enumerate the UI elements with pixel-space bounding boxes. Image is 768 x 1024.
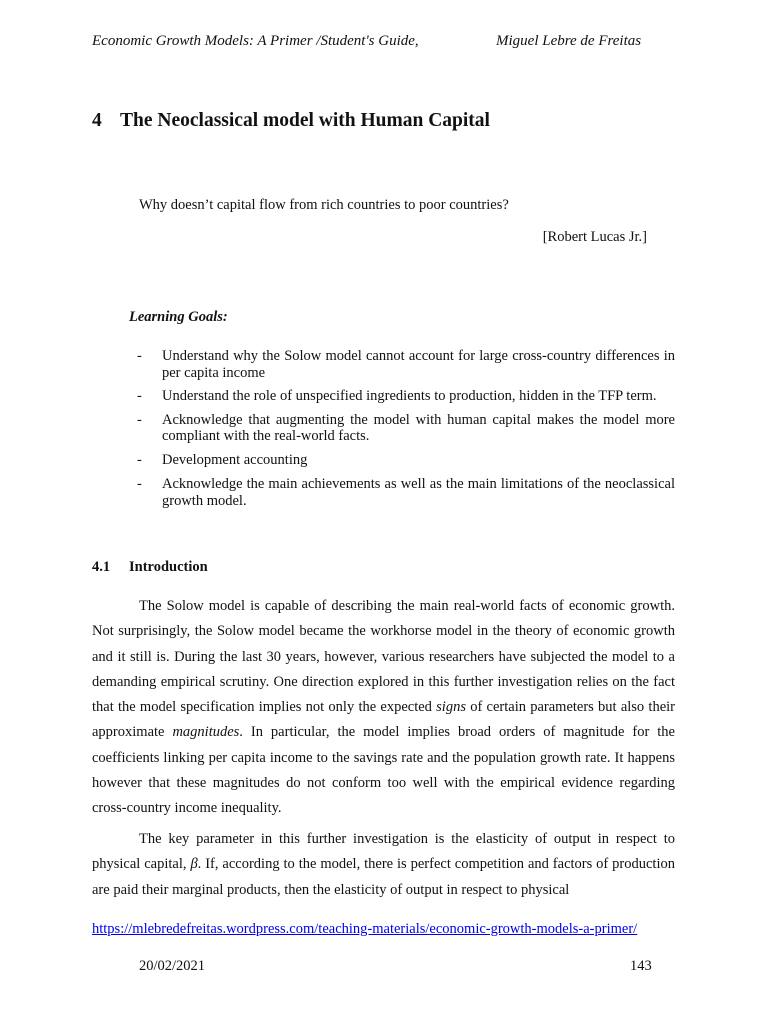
- body-paragraph-1: The Solow model is capable of describing the main real-world facts of economic growth. Not surprisingly, the Solow model became the workhorse model in the theory of economic growth and it still is. During the last 30 years, however, various researchers have subjected the model to a demanding empirical scrutiny. One direction explored in this further investigation relies on the fact that the model specification implies not only the expected signs of certain parameters but also their approximate magnitudes. In particular, the model implies broad orders of magnitude for the coefficients linking per capita income to the savings rate and the population growth rate. It happens however that these magnitudes do not conform too well with the empirical evidence regarding cross-country income inequality.: [92, 598, 675, 817]
- learning-goals-list: [137, 348, 675, 509]
- list-item: - Understand why the Solow model cannot account for large cross-country differences in per capita income: [137, 348, 675, 381]
- section-number: 4.1: [92, 559, 111, 575]
- epigraph-quote: Why doesn’t capital flow from rich countries to poor countries?: [139, 197, 509, 213]
- chapter-number: 4: [92, 110, 102, 131]
- running-header-author: Miguel Lebre de Freitas: [496, 33, 642, 49]
- running-header-title: Economic Growth Models: A Primer /Student's Guide,: [92, 33, 419, 49]
- chapter-title: [92, 110, 490, 132]
- body-paragraph-2: The key parameter in this further investigation is the elasticity of output in respect to physical capital, β. If, according to the model, there is perfect competition and factors of production are paid their marginal products, then the elasticity of output in respect to physical: [92, 831, 675, 898]
- list-item: - Acknowledge that augmenting the model with human capital makes the model more compliant with the real-world facts.: [137, 411, 675, 444]
- epigraph-attribution: [Robert Lucas Jr.]: [542, 229, 647, 245]
- footer-url-link[interactable]: https://mlebredefreitas.wordpress.com/teaching-materials/economic-growth-models-a-primer/: [92, 921, 638, 937]
- learning-goals-heading: Learning Goals:: [129, 309, 228, 325]
- page-number: 143: [630, 958, 652, 974]
- chapter-title-text: The Neoclassical model with Human Capital: [120, 110, 490, 131]
- list-item: - Acknowledge the main achievements as well as the main limitations of the neoclassical growth model.: [137, 476, 675, 509]
- list-item: - Development accounting: [137, 451, 308, 468]
- list-item: - Understand the role of unspecified ingredients to production, hidden in the TFP term.: [137, 388, 657, 404]
- section-heading: [92, 559, 208, 576]
- section-title-text: Introduction: [129, 559, 208, 575]
- footer-date: 20/02/2021: [139, 958, 206, 974]
